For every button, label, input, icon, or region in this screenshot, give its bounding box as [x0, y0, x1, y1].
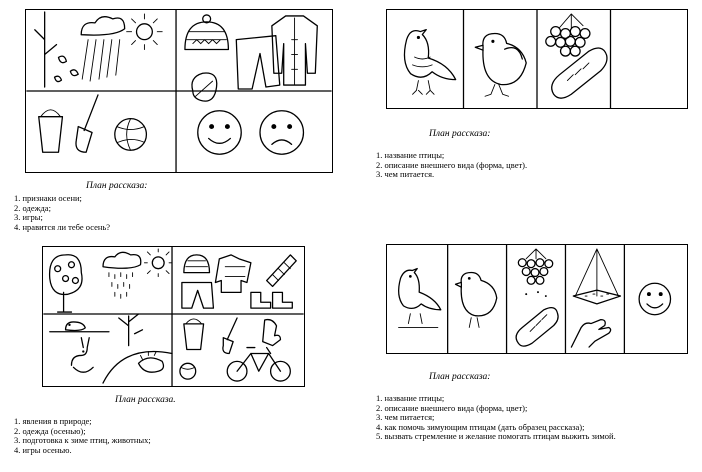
plan-item: 1. название птицы;	[376, 393, 445, 403]
leaf-icon	[192, 73, 217, 101]
autumn-nature-picture	[43, 247, 304, 386]
rabbit-icon	[71, 338, 93, 373]
autumn-nature-plan-title: План рассказа.	[115, 395, 176, 405]
plan-item: 2. одежда;	[14, 202, 51, 213]
winter-birds-plan-title: План рассказа:	[429, 372, 491, 382]
scarf-icon	[267, 255, 297, 287]
ball-icon	[115, 119, 147, 151]
autumn-nature-picture-panel	[42, 246, 305, 387]
winter-birds-picture-panel	[386, 244, 688, 354]
winter-birds-picture	[387, 245, 687, 353]
bucket-icon	[39, 110, 63, 152]
bucket-icon	[184, 319, 204, 350]
sweater-icon	[215, 255, 250, 292]
tree-icon	[119, 314, 143, 346]
autumn-picture-panel	[25, 9, 333, 173]
plan-item: 1. признаки осени;	[14, 193, 82, 203]
bread-icon	[516, 308, 558, 347]
autumn-plan-list	[14, 194, 110, 232]
knit-hat-icon	[185, 15, 228, 50]
shovel-icon	[76, 95, 98, 152]
bird-food-plan-list	[376, 151, 527, 180]
hand-icon	[571, 320, 610, 347]
autumn-plan-title: План рассказа:	[86, 181, 148, 191]
rowan-berries-icon	[546, 14, 590, 56]
plan-item: 1. название птицы;	[376, 150, 445, 160]
plan-item: 5. вызвать стремление и желание помогать птицам выжить зимой.	[376, 431, 616, 442]
rain-cloud-icon	[103, 252, 141, 298]
bird-icon	[404, 30, 455, 95]
plan-item: 3. игры;	[14, 212, 43, 223]
plan-item: 1. явления в природе;	[14, 416, 92, 426]
plan-item: 4. игры осенью.	[14, 444, 72, 455]
plan-item: 2. описание внешнего вида (форма, цвет).	[376, 159, 528, 170]
bird-icon	[399, 269, 441, 328]
bird-icon	[50, 322, 109, 332]
boots-icon	[251, 292, 292, 308]
plan-item: 3. чем питается;	[376, 412, 435, 423]
sun-icon	[127, 14, 163, 50]
plan-item: 4. как помочь зимующим птицам (дать образец рассказа);	[376, 421, 585, 432]
plan-item: 3. чем питается.	[376, 169, 435, 180]
happy-face-icon	[639, 283, 670, 314]
bird-icon	[456, 272, 497, 327]
autumn-picture	[26, 10, 332, 172]
rowan-berries-icon	[518, 249, 552, 297]
mitten-icon	[263, 320, 281, 346]
bird-feeder-icon	[573, 249, 620, 304]
autumn-nature-plan-list	[14, 417, 151, 455]
tree-icon	[35, 12, 78, 87]
happy-face-icon	[198, 111, 241, 154]
bird-food-picture	[387, 10, 687, 108]
bird-food-picture-panel	[386, 9, 688, 109]
trousers-icon	[182, 282, 214, 308]
plan-item: 3. подготовка к зиме птиц, животных;	[14, 435, 151, 446]
tree-icon	[50, 255, 82, 312]
bicycle-icon	[227, 348, 290, 382]
hedgehog-icon	[103, 351, 172, 383]
bread-icon	[552, 48, 607, 98]
plan-item: 2. описание внешнего вида (форма, цвет);	[376, 402, 528, 413]
sad-face-icon	[260, 111, 303, 154]
sun-icon	[144, 249, 172, 277]
knit-hat-icon	[184, 255, 210, 273]
winter-birds-plan-list	[376, 394, 616, 442]
bird-food-plan-title: План рассказа:	[429, 129, 491, 139]
plan-item: 2. одежда (осенью);	[14, 425, 86, 436]
plan-item: 4. нравится ли тебе осень?	[14, 221, 111, 232]
ball-icon	[180, 363, 196, 379]
shovel-icon	[223, 318, 237, 353]
bird-icon	[475, 34, 526, 97]
rain-cloud-icon	[81, 17, 124, 81]
